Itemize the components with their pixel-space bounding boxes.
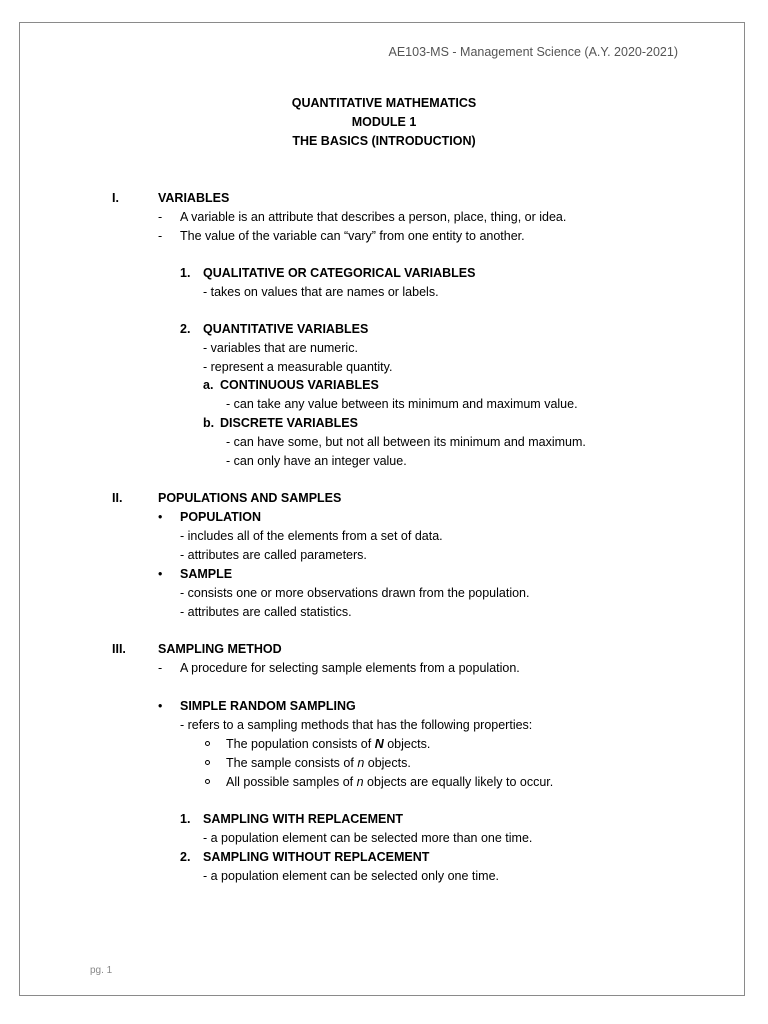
subsection-heading: SAMPLING WITHOUT REPLACEMENT (203, 850, 430, 864)
property-item: All possible samples of n objects are equally likely to occur. (226, 775, 554, 789)
list-item: - takes on values that are names or labels. (203, 285, 439, 299)
subsection-heading: QUANTITATIVE VARIABLES (203, 322, 369, 336)
bullet-icon: • (158, 510, 163, 524)
document-title: QUANTITATIVE MATHEMATICS (291, 96, 477, 110)
list-item: A variable is an attribute that describes a person, place, thing, or idea. (180, 210, 567, 224)
subsection-number: 1. (180, 266, 191, 280)
section-3-heading: SAMPLING METHOD (158, 642, 282, 656)
dash-marker: - (158, 229, 163, 243)
list-item: The value of the variable can “vary” from one entity to another. (180, 229, 525, 243)
subsection-letter: a. (203, 378, 214, 392)
list-item: - can take any value between its minimum and maximum value. (226, 397, 578, 411)
list-item: - attributes are called statistics. (180, 605, 352, 619)
module-subtitle: THE BASICS (INTRODUCTION) (292, 134, 476, 148)
subsection-heading: SIMPLE RANDOM SAMPLING (180, 699, 356, 713)
bullet-icon: • (158, 699, 163, 713)
circle-bullet-icon (205, 760, 210, 765)
property-item: The sample consists of n objects. (226, 756, 411, 770)
property-item: The population consists of N objects. (226, 737, 431, 751)
list-item: - includes all of the elements from a set of data. (180, 529, 443, 543)
page-number: pg. 1 (90, 965, 113, 976)
subsection-number: 1. (180, 812, 191, 826)
subsection-number: 2. (180, 322, 191, 336)
circle-bullet-icon (205, 779, 210, 784)
list-item: - variables that are numeric. (203, 341, 358, 355)
list-item: - consists one or more observations drawn from the population. (180, 586, 530, 600)
section-1-heading: VARIABLES (158, 191, 230, 205)
course-header: AE103-MS - Management Science (A.Y. 2020-2021) (388, 45, 678, 59)
list-item: - a population element can be selected only one time. (203, 869, 500, 883)
list-item: - can only have an integer value. (226, 454, 407, 468)
subsection-letter: b. (203, 416, 215, 430)
section-1-numeral: I. (112, 191, 119, 205)
dash-marker: - (158, 661, 163, 675)
bullet-icon: • (158, 567, 163, 581)
subsection-heading: CONTINUOUS VARIABLES (220, 378, 379, 392)
subsection-number: 2. (180, 850, 191, 864)
circle-bullet-icon (205, 741, 210, 746)
list-item: - represent a measurable quantity. (203, 360, 393, 374)
list-item: - can have some, but not all between its minimum and maximum. (226, 435, 586, 449)
subsection-heading: POPULATION (180, 510, 262, 524)
subsection-heading: DISCRETE VARIABLES (220, 416, 358, 430)
module-number: MODULE 1 (351, 115, 417, 129)
subsection-heading: SAMPLE (180, 567, 233, 581)
section-2-numeral: II. (112, 491, 123, 505)
list-item: A procedure for selecting sample elements from a population. (180, 661, 520, 675)
subsection-heading: SAMPLING WITH REPLACEMENT (203, 812, 403, 826)
list-item: - a population element can be selected more than one time. (203, 831, 533, 845)
section-3-numeral: III. (112, 642, 126, 656)
section-2-heading: POPULATIONS AND SAMPLES (158, 491, 342, 505)
subsection-heading: QUALITATIVE OR CATEGORICAL VARIABLES (203, 266, 476, 280)
list-item: - refers to a sampling methods that has the following properties: (180, 718, 533, 732)
dash-marker: - (158, 210, 163, 224)
list-item: - attributes are called parameters. (180, 548, 367, 562)
